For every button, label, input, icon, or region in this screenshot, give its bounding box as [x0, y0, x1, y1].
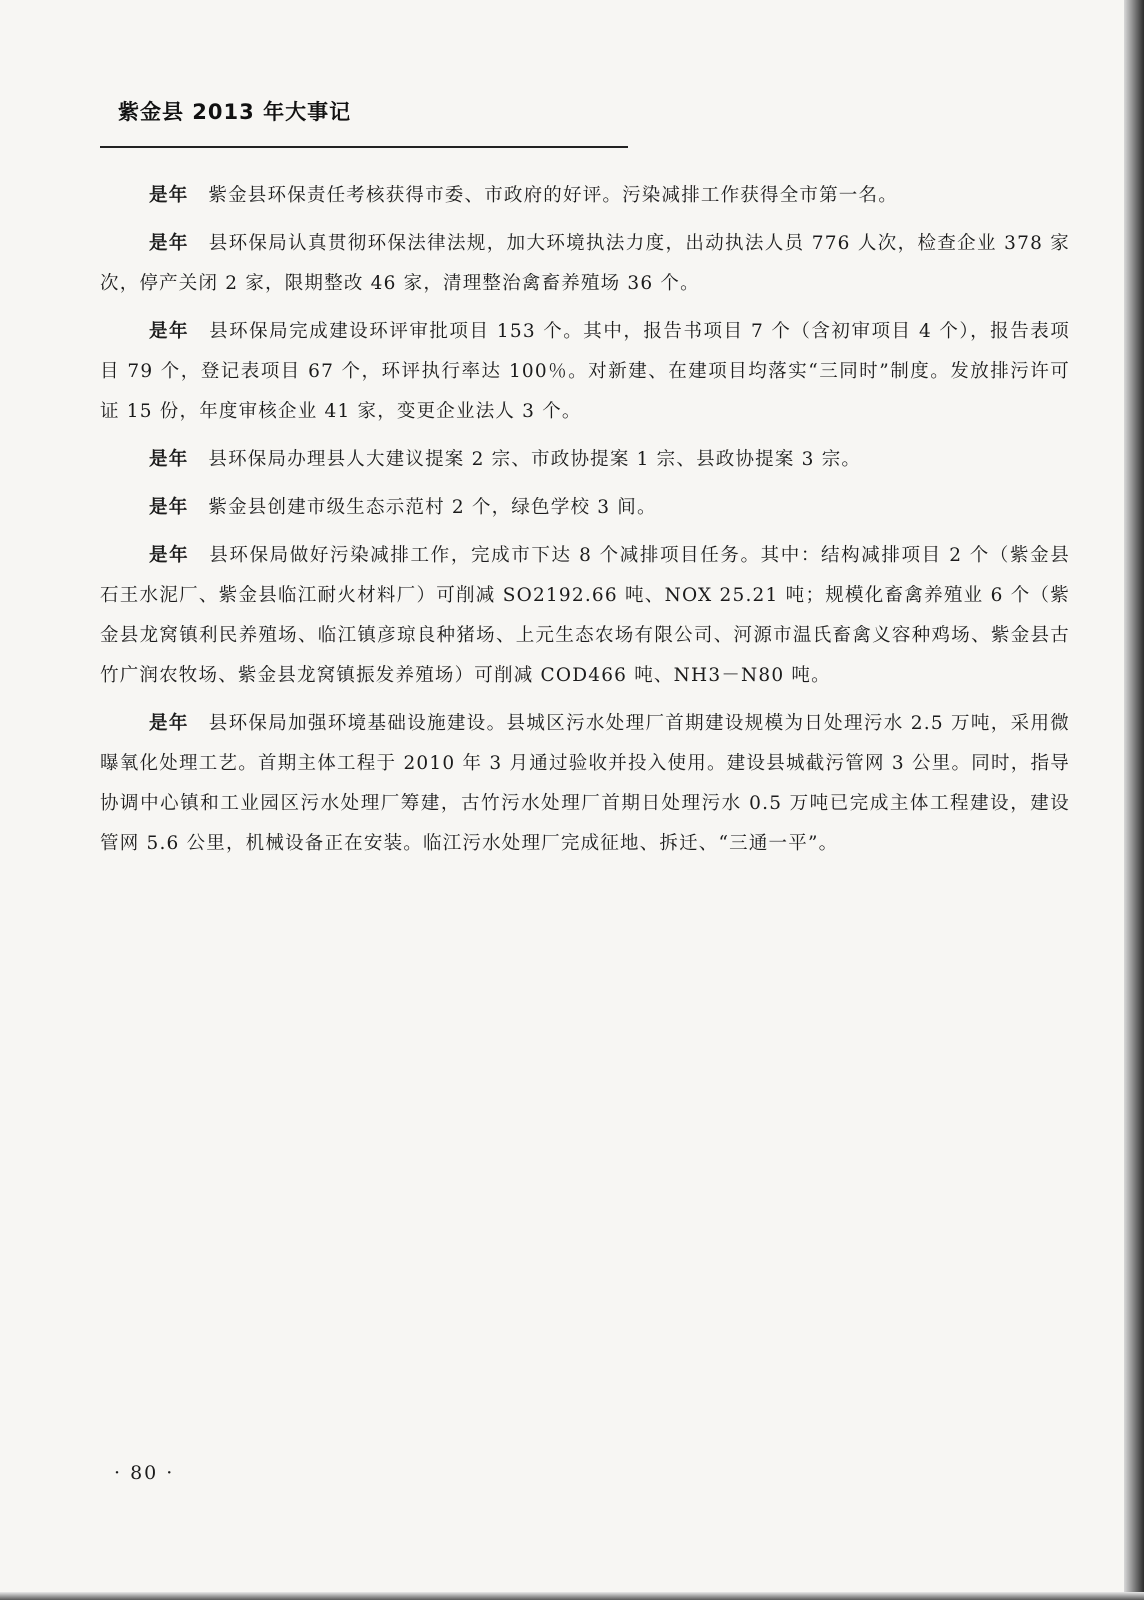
entry-lead: 是年	[149, 185, 189, 206]
page-number: · 80 ·	[114, 1462, 175, 1484]
entry-text: 县环保局完成建设环评审批项目 153 个。其中，报告书项目 7 个（含初审项目 4 个），报告表项目 79 个，登记表项目 67 个，环评执行率达 100％。对新建、在建项目均落实“三同时”制度。发放排污许可证 15 份，年度审核企业 41 家，变更企业法人 3 个。	[100, 321, 1070, 422]
entry-text: 县环保局认真贯彻环保法律法规，加大环境执法力度，出动执法人员 776 人次，检查企业 378 家次，停产关闭 2 家，限期整改 46 家，清理整治禽畜养殖场 36 个。	[100, 233, 1070, 294]
entry-lead: 是年	[149, 497, 189, 518]
entry-text: 县环保局做好污染减排工作，完成市下达 8 个减排项目任务。其中：结构减排项目 2 个（紫金县石王水泥厂、紫金县临江耐火材料厂）可削减 SO2192.66 吨、NOX 25.21 吨；规模化畜禽养殖业 6 个（紫金县龙窝镇利民养殖场、临江镇彦琼良种猪场、上元生态农场有限公司、河源市温氏畜禽义容种鸡场、紫金县古竹广润农牧场、紫金县龙窝镇振发养殖场）可削减 COD466 吨、NH3－N80 吨。	[100, 545, 1070, 686]
running-header: 紫金县 2013 年大事记	[118, 100, 352, 124]
chronicle-entry	[100, 704, 1070, 864]
chronicle-body	[100, 176, 1070, 872]
scan-right-edge-shadow	[1124, 0, 1144, 1600]
chronicle-entry	[100, 440, 1070, 480]
entry-lead: 是年	[149, 321, 190, 342]
scan-bottom-edge-shadow	[0, 1592, 1144, 1600]
chronicle-entry	[100, 224, 1070, 304]
entry-lead: 是年	[149, 449, 189, 470]
chronicle-entry	[100, 176, 1070, 216]
entry-text: 县环保局加强环境基础设施建设。县城区污水处理厂首期建设规模为日处理污水 2.5 万吨，采用微曝氧化处理工艺。首期主体工程于 2010 年 3 月通过验收并投入使用。建设县城截污管网 3 公里。同时，指导协调中心镇和工业园区污水处理厂筹建，古竹污水处理厂首期日处理污水 0.5 万吨已完成主体工程建设，建设管网 5.6 公里，机械设备正在安装。临江污水处理厂完成征地、拆迁、“三通一平”。	[100, 713, 1071, 854]
chronicle-entry	[100, 536, 1070, 696]
chronicle-entry	[100, 312, 1070, 432]
entry-lead: 是年	[149, 713, 189, 734]
chronicle-entry	[100, 488, 1070, 528]
entry-lead: 是年	[149, 233, 189, 254]
entry-text: 紫金县环保责任考核获得市委、市政府的好评。污染减排工作获得全市第一名。	[208, 185, 898, 206]
entry-text: 县环保局办理县人大建议提案 2 宗、市政协提案 1 宗、县政协提案 3 宗。	[208, 449, 862, 470]
header-rule	[100, 146, 628, 148]
entry-text: 紫金县创建市级生态示范村 2 个，绿色学校 3 间。	[208, 497, 657, 518]
entry-lead: 是年	[149, 545, 190, 566]
